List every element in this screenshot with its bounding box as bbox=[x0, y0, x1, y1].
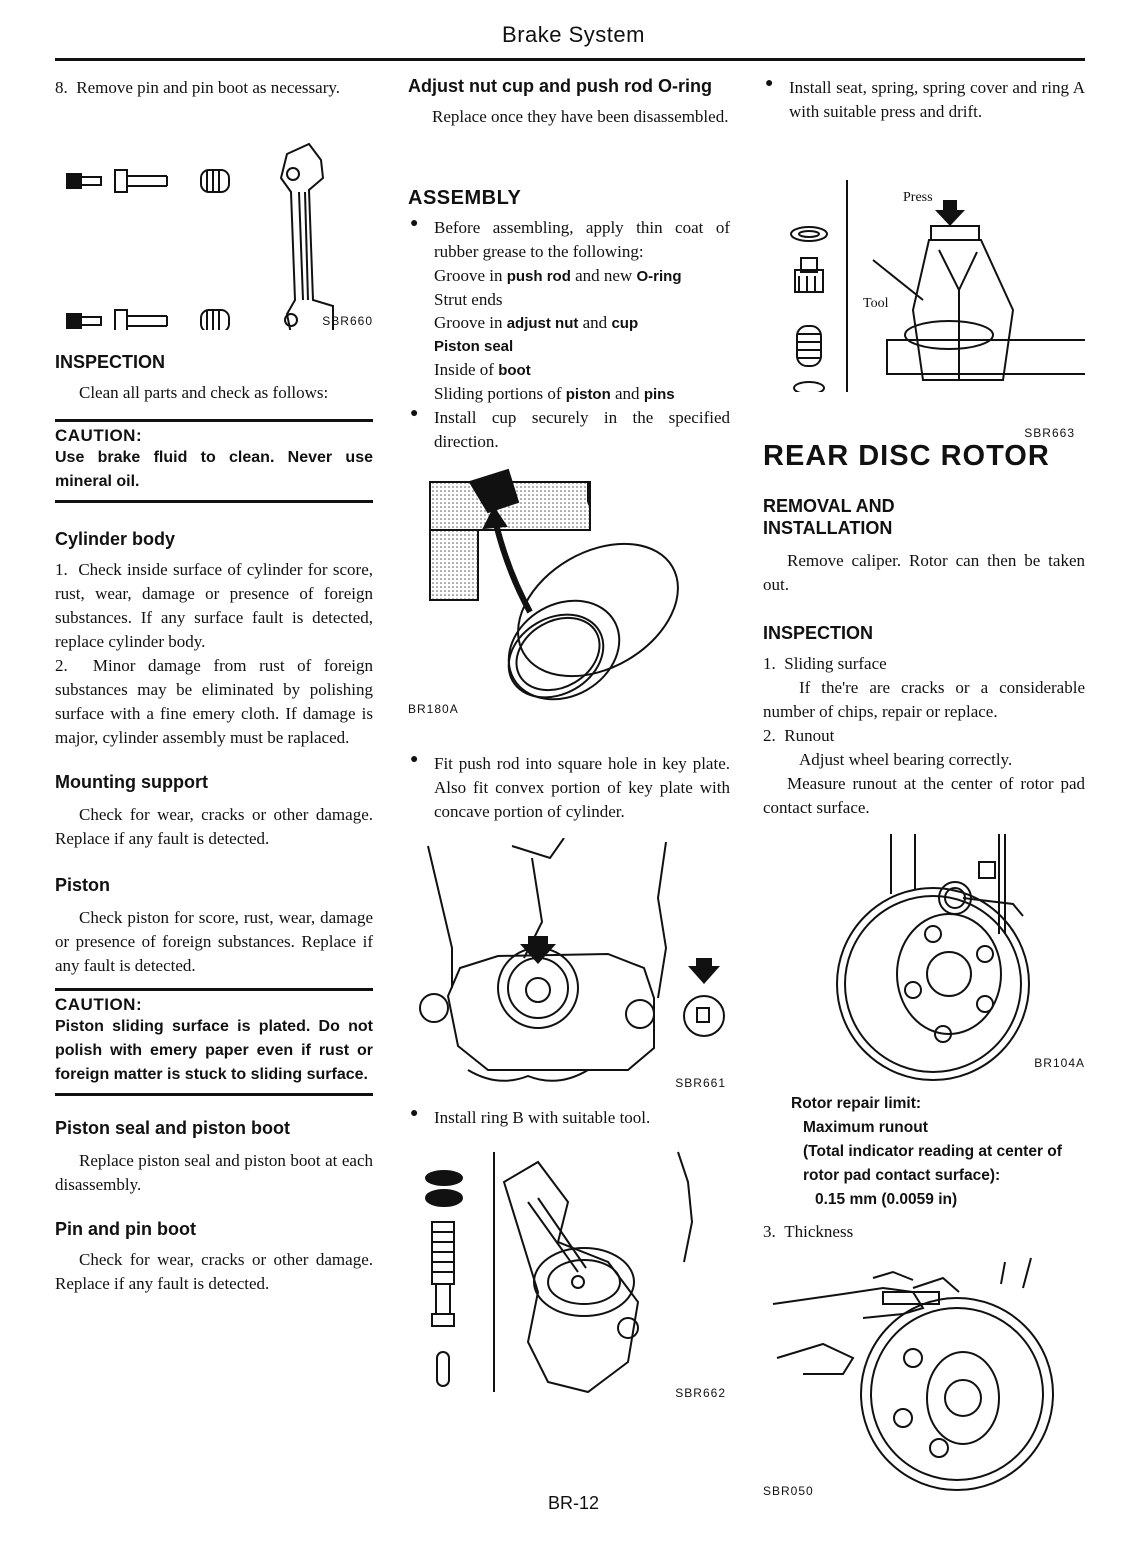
thickness-illustration bbox=[763, 1248, 1085, 1498]
grease-item-push-rod: Groove in push rod and new O-ring bbox=[434, 266, 682, 285]
header-rule bbox=[55, 58, 1085, 61]
caution-label: CAUTION: bbox=[55, 995, 143, 1014]
grease-item-adjust-nut: Groove in adjust nut and cup bbox=[434, 313, 639, 332]
figure-press-drift bbox=[763, 130, 1085, 440]
cylinder-body-step-2: 2. Minor damage from rust of foreign substances may be eliminated by polishing surface with a fine emery cloth. If damage is major, cylinder assembly must be raplaced. bbox=[55, 656, 373, 747]
bullet-dot: ● bbox=[410, 406, 419, 421]
caution-text-piston: Piston sliding surface is plated. Do not polish with emery paper even if rust or foreign matter is stuck to sliding surface. bbox=[55, 1018, 373, 1083]
figure-code-br180a: BR180A bbox=[408, 702, 459, 716]
rotor-item-2-text-2: Measure runout at the center of rotor pad contact surface. bbox=[763, 774, 1085, 817]
caution-label: CAUTION: bbox=[55, 426, 143, 445]
rotor-inspection-heading: INSPECTION bbox=[763, 623, 874, 643]
figure-code-sbr660: SBR660 bbox=[322, 314, 373, 328]
page-header-title: Brake System bbox=[502, 22, 645, 47]
runout-spec-value: 0.15 mm (0.0059 in) bbox=[815, 1191, 958, 1208]
figure-code-sbr050: SBR050 bbox=[763, 1484, 814, 1498]
rotor-item-3: 3. Thickness bbox=[763, 1222, 854, 1241]
figure-cup-direction bbox=[408, 462, 730, 732]
press-label: Press bbox=[903, 190, 933, 205]
column-middle bbox=[408, 72, 730, 1412]
bullet-text: Install seat, spring, spring cover and ring A with suitable press and drift. bbox=[789, 78, 1085, 121]
adjust-nut-heading: Adjust nut cup and push rod O-ring bbox=[408, 76, 712, 96]
piston-heading: Piston bbox=[55, 875, 111, 895]
maximum-runout-label: Maximum runout bbox=[803, 1119, 928, 1136]
runout-dial-illustration bbox=[763, 824, 1085, 1084]
grease-item-piston-seal: Piston seal bbox=[434, 338, 514, 355]
figure-code-sbr661: SBR661 bbox=[675, 1076, 726, 1090]
press-drift-illustration bbox=[763, 130, 1085, 392]
column-left bbox=[55, 72, 373, 1296]
figure-thickness bbox=[763, 1248, 1085, 1498]
mounting-support-heading: Mounting support bbox=[55, 772, 208, 792]
grease-list bbox=[408, 264, 730, 406]
bullet-dot: ● bbox=[765, 76, 774, 91]
caution-box-clean bbox=[55, 419, 373, 503]
grease-item-strut: Strut ends bbox=[434, 290, 503, 309]
removal-text: Remove caliper. Rotor can then be taken out. bbox=[763, 551, 1085, 594]
key-plate-illustration bbox=[408, 838, 730, 1098]
bullet-text: Before assembling, apply thin coat of rubber grease to the following: bbox=[434, 218, 730, 261]
assembly-bullet-cup bbox=[408, 406, 730, 454]
adjust-nut-text: Replace once they have been disassembled. bbox=[432, 107, 729, 126]
figure-ring-b bbox=[408, 1142, 730, 1412]
column-right bbox=[763, 72, 1085, 1498]
pin-boot-illustration bbox=[55, 100, 373, 330]
assembly-bullet-push-rod bbox=[408, 752, 730, 824]
figure-pin-boot bbox=[55, 100, 373, 330]
piston-text: Check piston for score, rust, wear, damage or presence of foreign substances. Replace if any fault is detected. bbox=[55, 908, 373, 975]
total-indicator-reading-label: (Total indicator reading at center of rotor pad contact surface): bbox=[803, 1143, 1062, 1184]
bullet-dot: ● bbox=[410, 1106, 419, 1121]
figure-runout-dial bbox=[763, 824, 1085, 1084]
tool-label: Tool bbox=[863, 296, 889, 311]
rotor-item-2-text-1: Adjust wheel bearing correctly. bbox=[799, 750, 1013, 769]
figure-code-sbr663: SBR663 bbox=[1024, 426, 1075, 440]
rotor-repair-limit-label: Rotor repair limit: bbox=[791, 1095, 922, 1112]
pin-boot-text: Check for wear, cracks or other damage. Replace if any fault is detected. bbox=[55, 1250, 373, 1293]
bullet-text: Install ring B with suitable tool. bbox=[434, 1108, 651, 1127]
bullet-text: Install cup securely in the specified direction. bbox=[434, 408, 730, 451]
mounting-support-text: Check for wear, cracks or other damage. Replace if any fault is detected. bbox=[55, 805, 373, 848]
step-8-text: 8. Remove pin and pin boot as necessary. bbox=[55, 78, 340, 97]
rotor-item-1-text: If the're are cracks or a considerable number of chips, repair or replace. bbox=[763, 678, 1085, 721]
bullet-dot: ● bbox=[410, 216, 419, 231]
rotor-item-2: 2. Runout bbox=[763, 726, 835, 745]
bullet-dot: ● bbox=[410, 752, 419, 767]
figure-code-br104a: BR104A bbox=[1034, 1056, 1085, 1070]
pin-boot-heading: Pin and pin boot bbox=[55, 1219, 196, 1239]
cylinder-body-heading: Cylinder body bbox=[55, 529, 176, 549]
inspection-heading: INSPECTION bbox=[55, 352, 166, 372]
page-number: BR-12 bbox=[547, 1493, 600, 1513]
install-seat-bullet bbox=[763, 76, 1085, 124]
ring-b-illustration bbox=[408, 1142, 730, 1412]
assembly-heading: ASSEMBLY bbox=[408, 187, 522, 209]
grease-item-sliding: Sliding portions of piston and pins bbox=[434, 384, 675, 403]
removal-installation-heading: REMOVAL AND INSTALLATION bbox=[763, 496, 895, 538]
cup-direction-illustration bbox=[408, 462, 730, 732]
inspection-text: Clean all parts and check as follows: bbox=[79, 383, 329, 402]
rear-disc-rotor-heading: REAR DISC ROTOR bbox=[763, 440, 1050, 472]
rotor-item-1: 1. Sliding surface bbox=[763, 654, 887, 673]
grease-item-boot: Inside of boot bbox=[434, 360, 531, 379]
assembly-bullet-ring-b bbox=[408, 1106, 730, 1130]
assembly-bullet-grease bbox=[408, 216, 730, 264]
figure-code-sbr662: SBR662 bbox=[675, 1386, 726, 1400]
figure-key-plate bbox=[408, 838, 730, 1098]
caution-box-piston bbox=[55, 988, 373, 1096]
cylinder-body-step-1: 1. Check inside surface of cylinder for score, rust, wear, damage or presence of foreign substances. If any surface fault is detected, replace cylinder body. bbox=[55, 560, 373, 651]
bullet-text: Fit push rod into square hole in key plate. Also fit convex portion of key plate with concave portion of cylinder. bbox=[434, 754, 730, 821]
piston-seal-text: Replace piston seal and piston boot at each disassembly. bbox=[55, 1151, 373, 1194]
caution-text-clean: Use brake fluid to clean. Never use mineral oil. bbox=[55, 449, 373, 490]
piston-seal-heading: Piston seal and piston boot bbox=[55, 1118, 291, 1138]
